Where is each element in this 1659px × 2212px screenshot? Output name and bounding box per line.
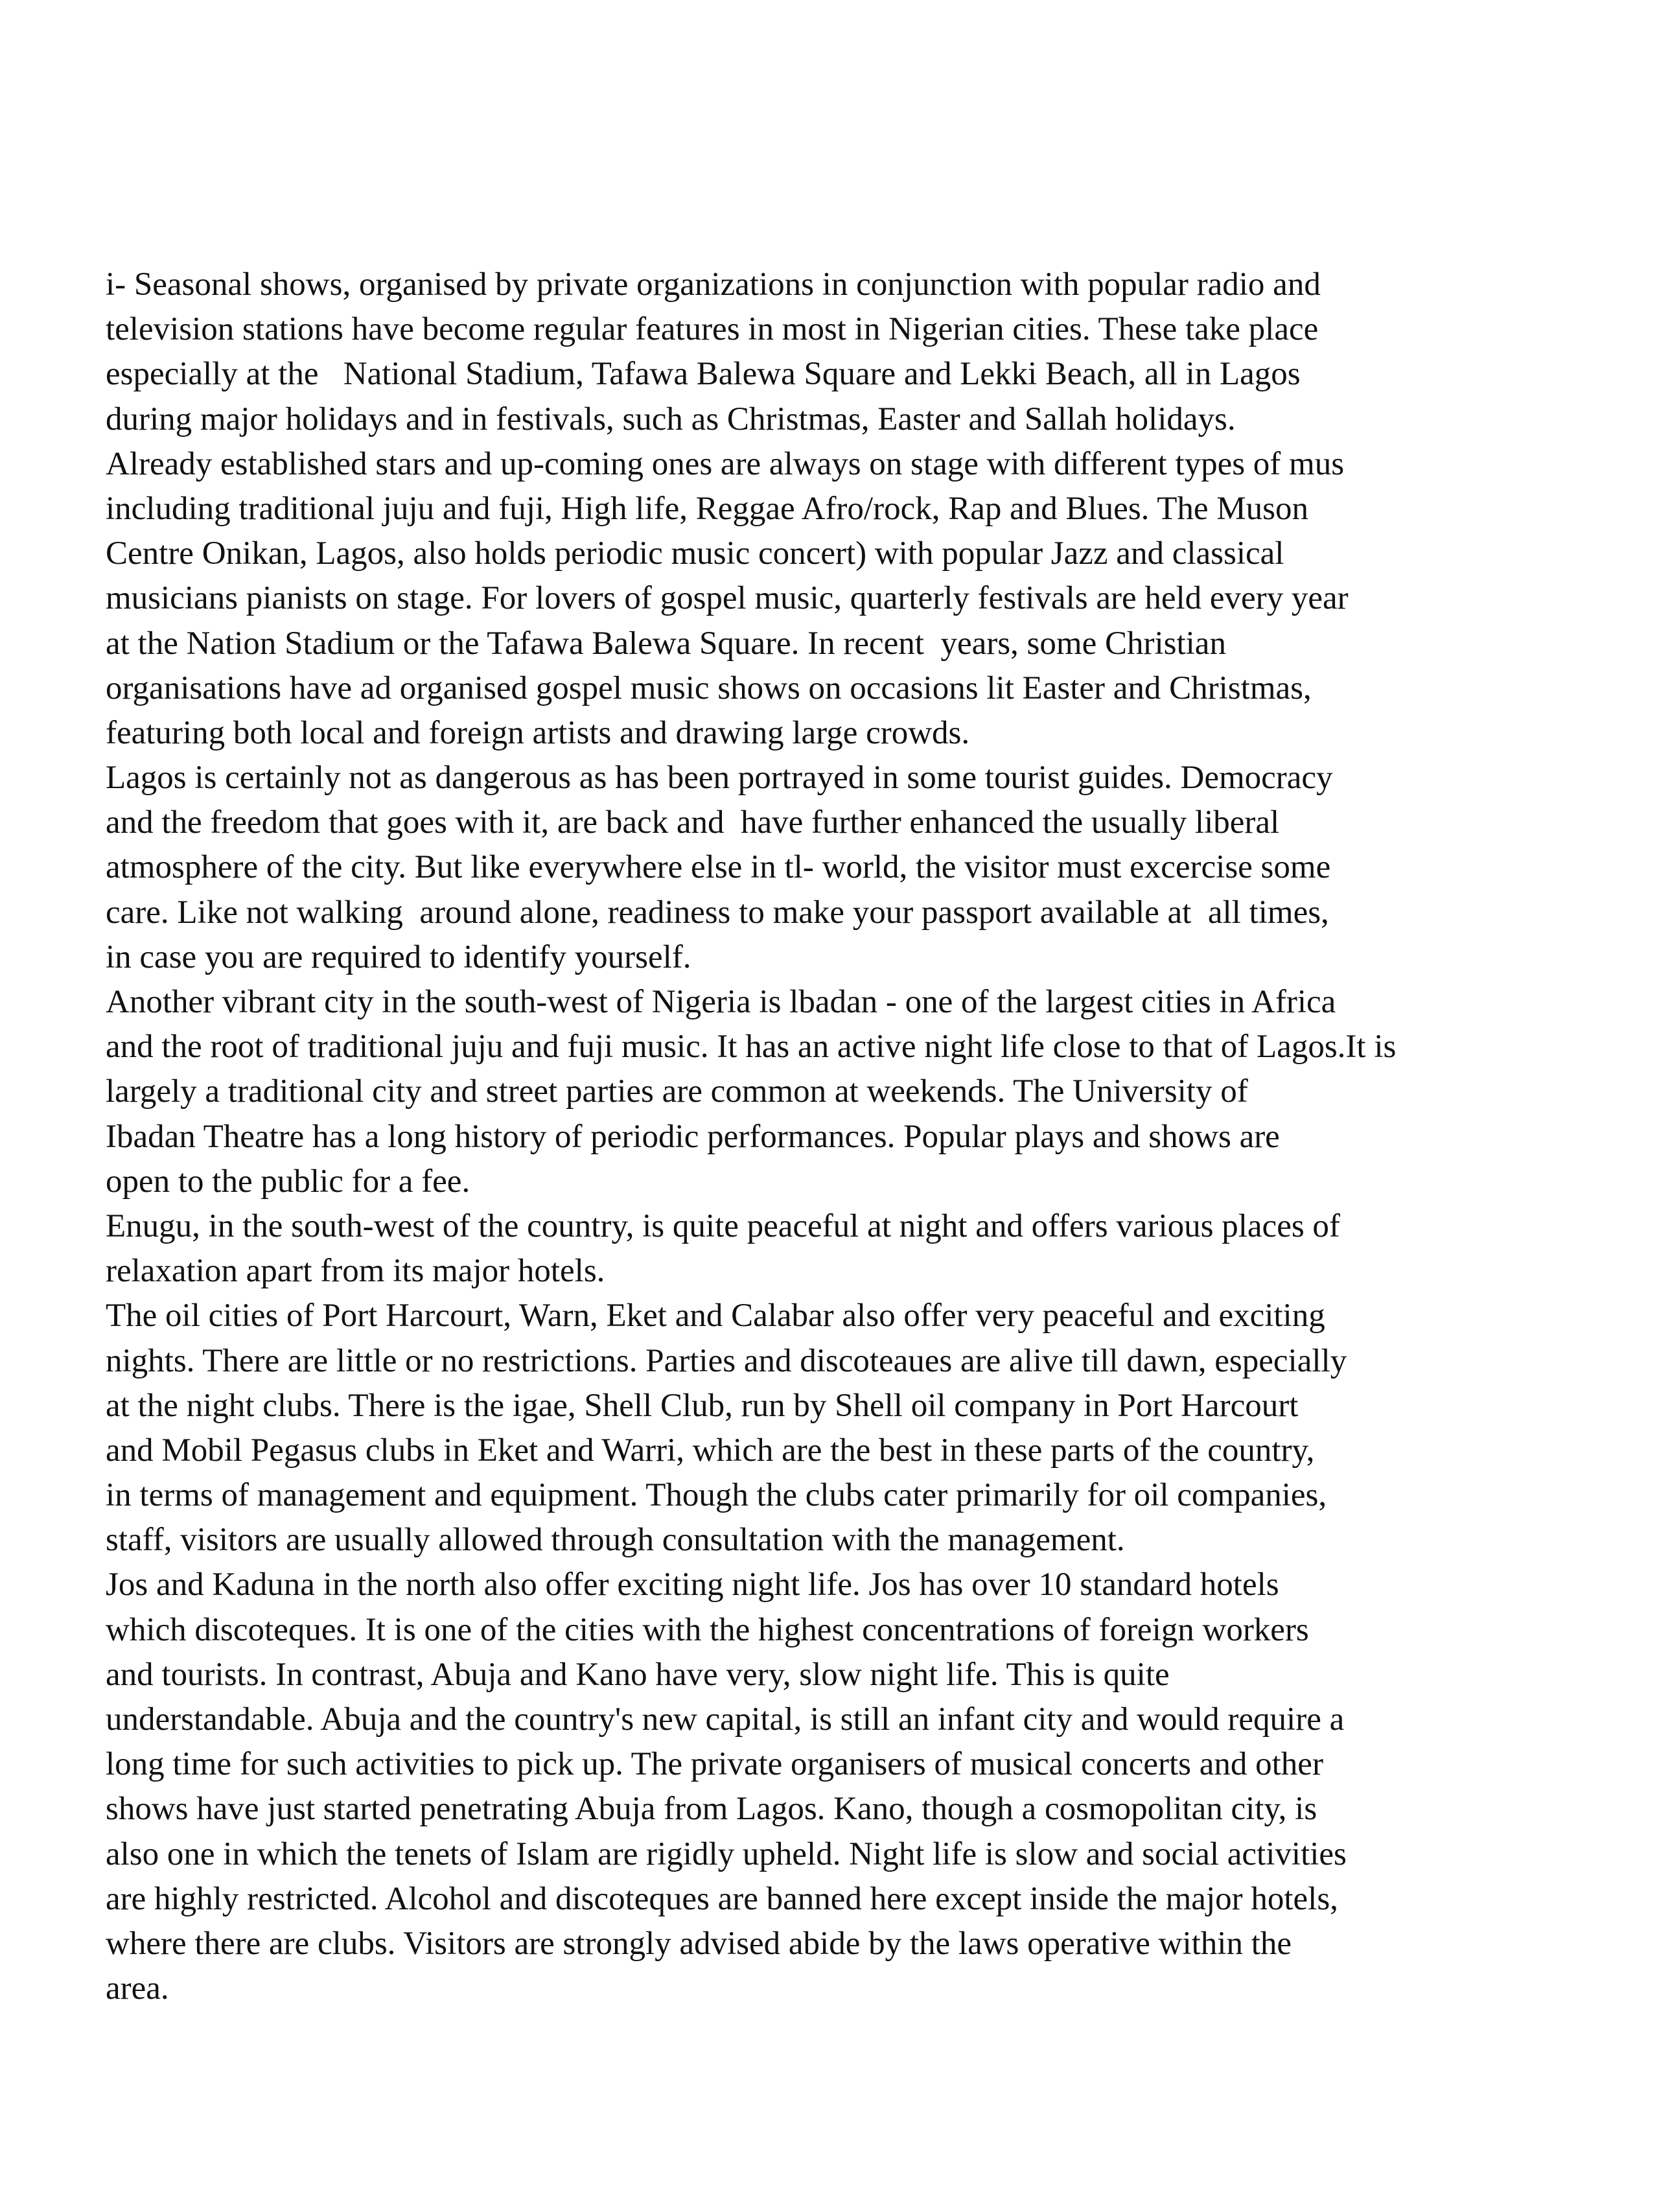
text-line: are highly restricted. Alcohol and discoteques are banned here except inside the major hotels, xyxy=(106,1880,1338,1917)
text-line: Jos and Kaduna in the north also offer exciting night life. Jos has over 10 standard hotels xyxy=(106,1566,1279,1603)
text-line: especially at the National Stadium, Tafawa Balewa Square and Lekki Beach, all in Lagos xyxy=(106,356,1301,393)
text-line: long time for such activities to pick up. The private organisers of musical concerts and other xyxy=(106,1746,1323,1783)
text-line: i- Seasonal shows, organised by private organizations in conjunction with popular radio and xyxy=(106,266,1321,303)
text-line: largely a traditional city and street parties are common at weekends. The University of xyxy=(106,1073,1248,1110)
text-line: understandable. Abuja and the country's new capital, is still an infant city and would require a xyxy=(106,1701,1345,1738)
text-line: and the root of traditional juju and fuji music. It has an active night life close to that of Lagos.It is xyxy=(106,1029,1397,1065)
text-line: and tourists. In contrast, Abuja and Kano have very, slow night life. This is quite xyxy=(106,1656,1170,1693)
text-line: in case you are required to identify yourself. xyxy=(106,938,691,975)
text-line: at the Nation Stadium or the Tafawa Balewa Square. In recent years, some Christian xyxy=(106,625,1226,662)
text-line: featuring both local and foreign artists and drawing large crowds. xyxy=(106,714,970,751)
text-line: musicians pianists on stage. For lovers of gospel music, quarterly festivals are held every year xyxy=(106,580,1349,617)
text-line: which discoteques. It is one of the cities with the highest concentrations of foreign workers xyxy=(106,1611,1309,1648)
text-line: staff, visitors are usually allowed through consultation with the management. xyxy=(106,1522,1125,1559)
text-line: atmosphere of the city. But like everywhere else in tl- world, the visitor must excercise some xyxy=(106,849,1331,886)
text-line: organisations have ad organised gospel music shows on occasions lit Easter and Christmas, xyxy=(106,669,1312,706)
text-line: care. Like not walking around alone, readiness to make your passport available at all times, xyxy=(106,894,1329,931)
text-line: shows have just started penetrating Abuja from Lagos. Kano, though a cosmopolitan city, is xyxy=(106,1791,1317,1828)
text-line: at the night clubs. There is the igae, Shell Club, run by Shell oil company in Port Harcourt xyxy=(106,1387,1299,1424)
text-line: in terms of management and equipment. Though the clubs cater primarily for oil companies, xyxy=(106,1477,1327,1514)
text-line: Centre Onikan, Lagos, also holds periodic music concert) with popular Jazz and classical xyxy=(106,535,1284,572)
text-line: during major holidays and in festivals, such as Christmas, Easter and Sallah holidays. xyxy=(106,401,1236,437)
text-line: Another vibrant city in the south-west of Nigeria is lbadan - one of the largest cities in Africa xyxy=(106,984,1336,1020)
text-line: area. xyxy=(106,1970,169,2007)
text-line: The oil cities of Port Harcourt, Warn, Eket and Calabar also offer very peaceful and exciting xyxy=(106,1298,1325,1334)
text-line: open to the public for a fee. xyxy=(106,1163,470,1200)
text-line: where there are clubs. Visitors are strongly advised abide by the laws operative within the xyxy=(106,1925,1292,1962)
text-line: Already established stars and up-coming ones are always on stage with different types of mus xyxy=(106,445,1345,482)
text-line: and the freedom that goes with it, are back and have further enhanced the usually liberal xyxy=(106,804,1280,841)
text-line: and Mobil Pegasus clubs in Eket and Warri, which are the best in these parts of the country, xyxy=(106,1432,1315,1469)
text-line: Enugu, in the south-west of the country, is quite peaceful at night and offers various places of xyxy=(106,1207,1340,1244)
body-text xyxy=(106,262,1648,2011)
text-line: Lagos is certainly not as dangerous as has been portrayed in some tourist guides. Democracy xyxy=(106,760,1333,797)
text-line: relaxation apart from its major hotels. xyxy=(106,1253,605,1290)
text-line: also one in which the tenets of Islam are rigidly upheld. Night life is slow and social activities xyxy=(106,1835,1347,1872)
text-line: nights. There are little or no restrictions. Parties and discoteaues are alive till dawn, especially xyxy=(106,1342,1347,1379)
text-line: Ibadan Theatre has a long history of periodic performances. Popular plays and shows are xyxy=(106,1118,1280,1155)
text-line: television stations have become regular features in most in Nigerian cities. These take place xyxy=(106,311,1319,348)
text-line: including traditional juju and fuji, High life, Reggae Afro/rock, Rap and Blues. The Muson xyxy=(106,490,1308,527)
